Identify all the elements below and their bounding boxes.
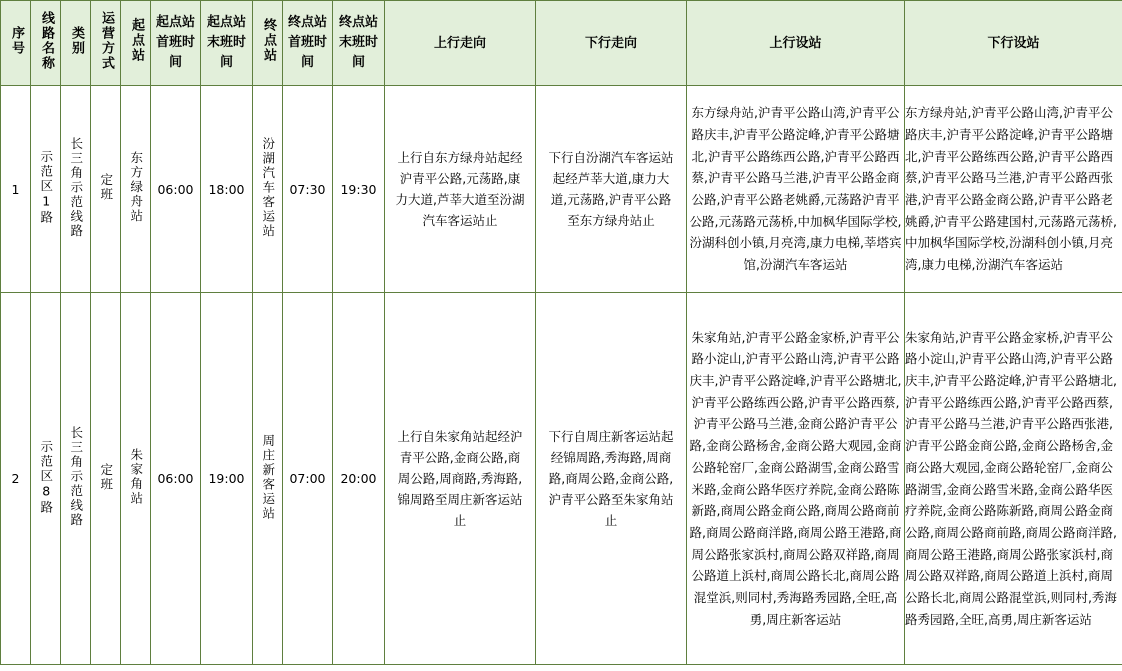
table-row [1,293,1122,665]
header-down-stations: 下行设站 [905,1,1122,86]
header-end-first: 终点站首班时间 [283,1,333,86]
cell-down-route: 下行自周庄新客运站起经锦周路,秀海路,周商路,商周公路,金商公路,沪青平公路至朱家角站止 [536,293,687,665]
header-down-route: 下行走向 [536,1,687,86]
cell-end-first: 07:30 [283,86,333,293]
table-row [1,86,1122,293]
cell-end-station: 汾湖汽车客运站 [253,86,283,293]
cell-route-name: 示范区1路 [31,86,61,293]
cell-down-route: 下行自汾湖汽车客运站起经芦莘大道,康力大道,元荡路,沪青平公路至东方绿舟站止 [536,86,687,293]
cell-index: 1 [1,86,31,293]
cell-end-first: 07:00 [283,293,333,665]
cell-start-station: 东方绿舟站 [121,86,151,293]
cell-up-route: 上行自朱家角站起经沪青平公路,金商公路,商周公路,周商路,秀海路,锦周路至周庄新客运站止 [385,293,536,665]
cell-down-stations: 朱家角站,沪青平公路金家桥,沪青平公路小淀山,沪青平公路山湾,沪青平公路庆丰,沪青平公路淀峰,沪青平公路塘北,沪青平公路练西公路,沪青平公路西蔡,沪青平公路马兰港,沪青平公路西张港,沪青平公路金商公路,金商公路杨舍,金商公路大观园,金商公路轮窑厂,金商公路湖雪,金商公路雪米路,金商公路华医疗养院,金商公路陈新路,商周公路金商公路,商周公路商前路,商周公路商洋路,商周公路王港路,商周公路张家浜村,商周公路双祥路,商周公路道上浜村,商周公路长北,商周公路混堂浜,则同村,秀海路秀园路,全旺,高勇,周庄新客运站 [905,293,1122,665]
cell-start-last: 18:00 [201,86,253,293]
header-operation-mode: 运营方式 [91,1,121,86]
cell-category: 长三角示范线路 [61,293,91,665]
cell-up-stations: 朱家角站,沪青平公路金家桥,沪青平公路小淀山,沪青平公路山湾,沪青平公路庆丰,沪青平公路淀峰,沪青平公路塘北,沪青平公路练西公路,沪青平公路西蔡,沪青平公路马兰港,金商公路沪青平公路,金商公路杨舍,金商公路大观园,金商公路轮窑厂,金商公路湖雪,金商公路雪米路,金商公路华医疗养院,金商公路陈新路,商周公路金商公路,商周公路商前路,商周公路商洋路,商周公路王港路,商周公路张家浜村,商周公路双祥路,商周公路道上浜村,商周公路长北,商周公路混堂浜,则同村,秀海路秀园路,全旺,高勇,周庄新客运站 [687,293,905,665]
cell-up-route: 上行自东方绿舟站起经沪青平公路,元荡路,康力大道,芦莘大道至汾湖汽车客运站止 [385,86,536,293]
cell-operation-mode: 定班 [91,86,121,293]
header-row [1,1,1122,86]
header-start-station: 起点站 [121,1,151,86]
cell-start-first: 06:00 [151,86,201,293]
cell-category: 长三角示范线路 [61,86,91,293]
header-index: 序号 [1,1,31,86]
header-end-last: 终点站末班时间 [333,1,385,86]
cell-up-stations: 东方绿舟站,沪青平公路山湾,沪青平公路庆丰,沪青平公路淀峰,沪青平公路塘北,沪青平公路练西公路,沪青平公路西蔡,沪青平公路马兰港,沪青平公路金商公路,沪青平公路老姚爵,元荡路沪青平公路,元荡路元荡桥,中加枫华国际学校,汾湖科创小镇,月亮湾,康力电梯,莘塔宾馆,汾湖汽车客运站 [687,86,905,293]
cell-down-stations: 东方绿舟站,沪青平公路山湾,沪青平公路庆丰,沪青平公路淀峰,沪青平公路塘北,沪青平公路练西公路,沪青平公路西蔡,沪青平公路马兰港,沪青平公路西张港,沪青平公路金商公路,沪青平公路老姚爵,沪青平公路建国村,元荡路元荡桥,中加枫华国际学校,汾湖科创小镇,月亮湾,康力电梯,汾湖汽车客运站 [905,86,1122,293]
cell-start-first: 06:00 [151,293,201,665]
cell-end-station: 周庄新客运站 [253,293,283,665]
header-up-stations: 上行设站 [687,1,905,86]
header-route-name: 线路名称 [31,1,61,86]
cell-start-last: 19:00 [201,293,253,665]
cell-end-last: 19:30 [333,86,385,293]
cell-start-station: 朱家角站 [121,293,151,665]
header-start-last: 起点站末班时间 [201,1,253,86]
cell-end-last: 20:00 [333,293,385,665]
cell-operation-mode: 定班 [91,293,121,665]
cell-route-name: 示范区8路 [31,293,61,665]
header-end-station: 终点站 [253,1,283,86]
header-up-route: 上行走向 [385,1,536,86]
header-category: 类别 [61,1,91,86]
header-start-first: 起点站首班时间 [151,1,201,86]
cell-index: 2 [1,293,31,665]
